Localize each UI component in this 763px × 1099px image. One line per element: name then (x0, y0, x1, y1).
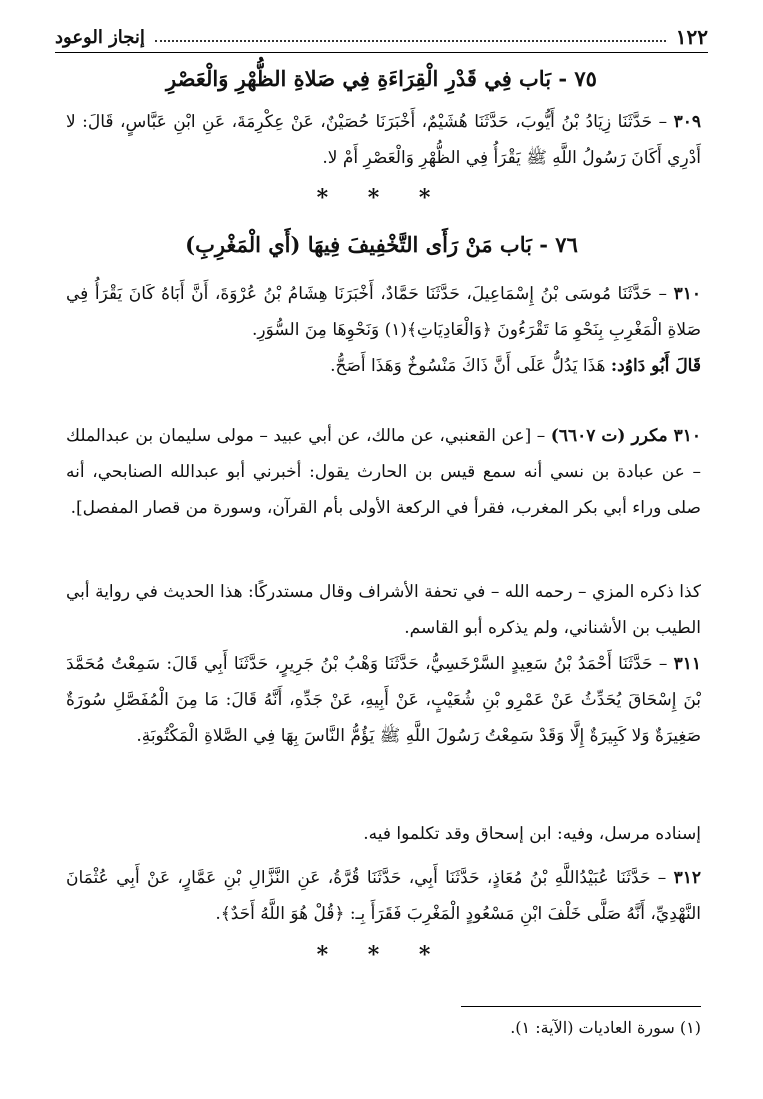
chapter-75-heading: ٧٥ - بَاب فِي قَدْرِ الْقِرَاءَةِ فِي صَلاةِ الظُّهْرِ وَالْعَصْرِ (166, 66, 597, 91)
page-number: ١٢٢ (675, 25, 708, 49)
section-separator-2: * * * (316, 942, 447, 968)
abu-dawud-note (66, 348, 701, 384)
hadith-311 (66, 646, 701, 754)
abu-dawud-label: قَالَ أَبُو دَاوُد: (610, 356, 701, 376)
page-header (55, 22, 708, 53)
chapter-76-heading: ٧٦ - بَاب مَنْ رَأَى التَّخْفِيفَ فِيهَا (أَي الْمَغْرِبِ) (185, 232, 578, 257)
header-dotted-leader (155, 40, 666, 42)
hadith-312-number: ٣١٢ (673, 868, 701, 888)
hadith-310-mukarrar-text: – [عن القعنبي، عن مالك، عن أبي عبيد – مولى سليمان بن عبدالملك – عن عبادة بن نسي أنه سمع قيس بن الحارث يقول: أخبرني أبو عبدالله الصنابحي، أنه صلى وراء أبي بكر المغرب، فقرأ في الركعة الأولى بأم القرآن، وسورة من قصار المفصل]. (66, 426, 701, 518)
hadith-310-mukarrar-label: ٣١٠ مكرر (ت ٦٦٠٧) (550, 426, 702, 446)
section-separator-1: * * * (316, 185, 447, 211)
hadith-311-text: – حَدَّثَنَا أَحْمَدُ بْنُ سَعِيدٍ السَّرْخَسِيُّ، حَدَّثَنَا وَهْبُ بْنُ جَرِيرٍ، حَدَّثَنَا أَبِي قَالَ: سَمِعْتُ مُحَمَّدَ بْنَ إِسْحَاقَ يُحَدِّثُ عَنْ عَمْرِو بْنِ شُعَيْبٍ، عَنْ أَبِيهِ، عَنْ جَدِّهِ، أَنَّهُ قَالَ: مَا مِنَ الْمُفَصَّلِ سُورَةٌ صَغِيرَةٌ وَلا كَبِيرَةٌ إِلَّا وَقَدْ سَمِعْتُ رَسُولَ اللَّهِ ﷺ يَؤُمُّ النَّاسَ بِهَا فِي الصَّلاةِ الْمَكْتُوبَةِ. (66, 654, 701, 746)
isnad-note: إسناده مرسل، وفيه: ابن إسحاق وقد تكلموا فيه. (363, 824, 701, 844)
hadith-309 (66, 104, 701, 176)
hadith-310-mukarrar (66, 418, 701, 526)
footnote-divider (461, 1006, 701, 1007)
footnote: (١) سورة العاديات (الآية: ١). (510, 1018, 701, 1037)
hadith-310-number: ٣١٠ (673, 284, 701, 304)
hadith-312 (66, 860, 701, 932)
abu-dawud-text: هَذَا يَدُلُّ عَلَى أَنَّ ذَاكَ مَنْسُوخٌ وَهَذَا أَصَحُّ. (330, 356, 606, 376)
hadith-311-number: ٣١١ (673, 654, 701, 674)
hadith-310 (66, 276, 701, 348)
hadith-310-text: – حَدَّثَنَا مُوسَى بْنُ إِسْمَاعِيلَ، حَدَّثَنَا حَمَّادٌ، أَخْبَرَنَا هِشَامُ بْنُ عُرْوَةَ، أَنَّ أَبَاهُ كَانَ يَقْرَأُ فِي صَلاةِ الْمَغْرِبِ بِنَحْوِ مَا تَقْرَءُونَ ﴿وَالْعَادِيَاتِ﴾(١) وَنَحْوِهَا مِنَ السُّوَرِ. (66, 284, 701, 340)
mizzi-note: كذا ذكره المزي – رحمه الله – في تحفة الأشراف وقال مستدركًا: هذا الحديث في رواية أبي الطيب بن الأشناني، ولم يذكره أبو القاسم. (66, 582, 701, 638)
hadith-312-text: – حَدَّثَنَا عُبَيْدُاللَّهِ بْنُ مُعَاذٍ، حَدَّثَنَا أَبِي، حَدَّثَنَا قُرَّةُ، عَنِ النَّزَّالِ بْنِ عَمَّارٍ، عَنْ أَبِي عُثْمَانَ النَّهْدِيِّ، أَنَّهُ صَلَّى خَلْفَ ابْنِ مَسْعُودٍ الْمَغْرِبَ فَقَرَأَ بِـ: ﴿قُلْ هُوَ اللَّهُ أَحَدٌ﴾. (66, 868, 701, 924)
hadith-309-number: ٣٠٩ (673, 112, 702, 132)
book-title: إنجاز الوعود (55, 26, 145, 48)
hadith-309-text: – حَدَّثَنَا زِيَادُ بْنُ أَيُّوبَ، حَدَّثَنَا هُشَيْمٌ، أَخْبَرَنَا حُصَيْنٌ، عَنْ عِكْرِمَةَ، عَنِ ابْنِ عَبَّاسٍ، قَالَ: لا أَدْرِي أَكَانَ رَسُولُ اللَّهِ ﷺ يَقْرَأُ فِي الظُّهْرِ وَالْعَصْرِ أَمْ لا. (66, 112, 701, 168)
